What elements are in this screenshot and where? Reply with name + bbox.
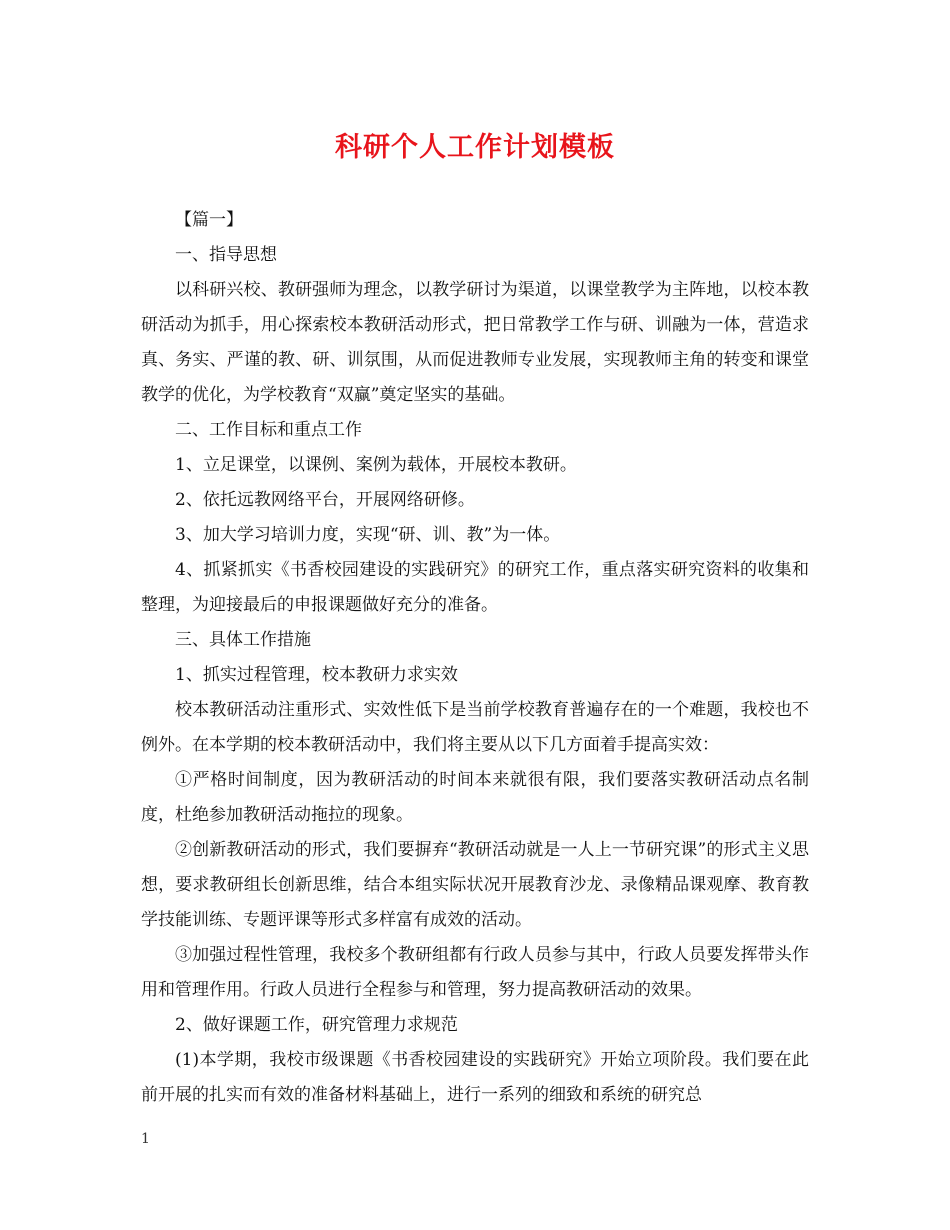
heading-work-goals: 二、工作目标和重点工作 [175, 420, 362, 440]
list-item: 4、抓紧抓实《书香校园建设的实践研究》的研究工作，重点落实研究资料的收集和整理，为迎接最后的申报课题做好充分的准备。 [141, 560, 809, 615]
list-item: 3、加大学习培训力度，实现“研、训、教”为一体。 [175, 525, 561, 545]
paragraph: 校本教研活动注重形式、实效性低下是当前学校教育普遍存在的一个难题，我校也不例外。在本学期的校本教研活动中，我们将主要从以下几方面着手提高实效： [141, 700, 809, 755]
subheading: 1、抓实过程管理，校本教研力求实效 [175, 665, 458, 685]
section-label: 【篇一】 [175, 210, 243, 230]
paragraph: ①严格时间制度，因为教研活动的时间本来就很有限，我们要落实教研活动点名制度，杜绝参加教研活动拖拉的现象。 [141, 770, 809, 825]
subheading: 2、做好课题工作，研究管理力求规范 [175, 1015, 458, 1035]
paragraph: ③加强过程性管理，我校多个教研组都有行政人员参与其中，行政人员要发挥带头作用和管理作用。行政人员进行全程参与和管理，努力提高教研活动的效果。 [141, 945, 809, 1000]
list-item: 1、立足课堂，以课例、案例为载体，开展校本教研。 [175, 455, 577, 475]
page-title: 科研个人工作计划模板 [335, 132, 615, 163]
heading-guiding-ideology: 一、指导思想 [175, 245, 277, 265]
document-body [141, 203, 809, 1113]
heading-specific-measures: 三、具体工作措施 [175, 630, 311, 650]
page-number: 1 [141, 1131, 150, 1147]
list-item: 2、依托远教网络平台，开展网络研修。 [175, 490, 475, 510]
paragraph: 以科研兴校、教研强师为理念，以教学研讨为渠道，以课堂教学为主阵地，以校本教研活动为抓手，用心探索校本教研活动形式，把日常教学工作与研、训融为一体，营造求真、务实、严谨的教、研、训氛围，从而促进教师专业发展，实现教师主角的转变和课堂教学的优化，为学校教育“双赢”奠定坚实的基础。 [141, 280, 809, 405]
paragraph: (1)本学期，我校市级课题《书香校园建设的实践研究》开始立项阶段。我们要在此前开展的扎实而有效的准备材料基础上，进行一系列的细致和系统的研究总 [141, 1050, 809, 1105]
paragraph: ②创新教研活动的形式，我们要摒弃“教研活动就是一人上一节研究课”的形式主义思想，要求教研组长创新思维，结合本组实际状况开展教育沙龙、录像精品课观摩、教育教学技能训练、专题评课等形式多样富有成效的活动。 [141, 840, 809, 930]
